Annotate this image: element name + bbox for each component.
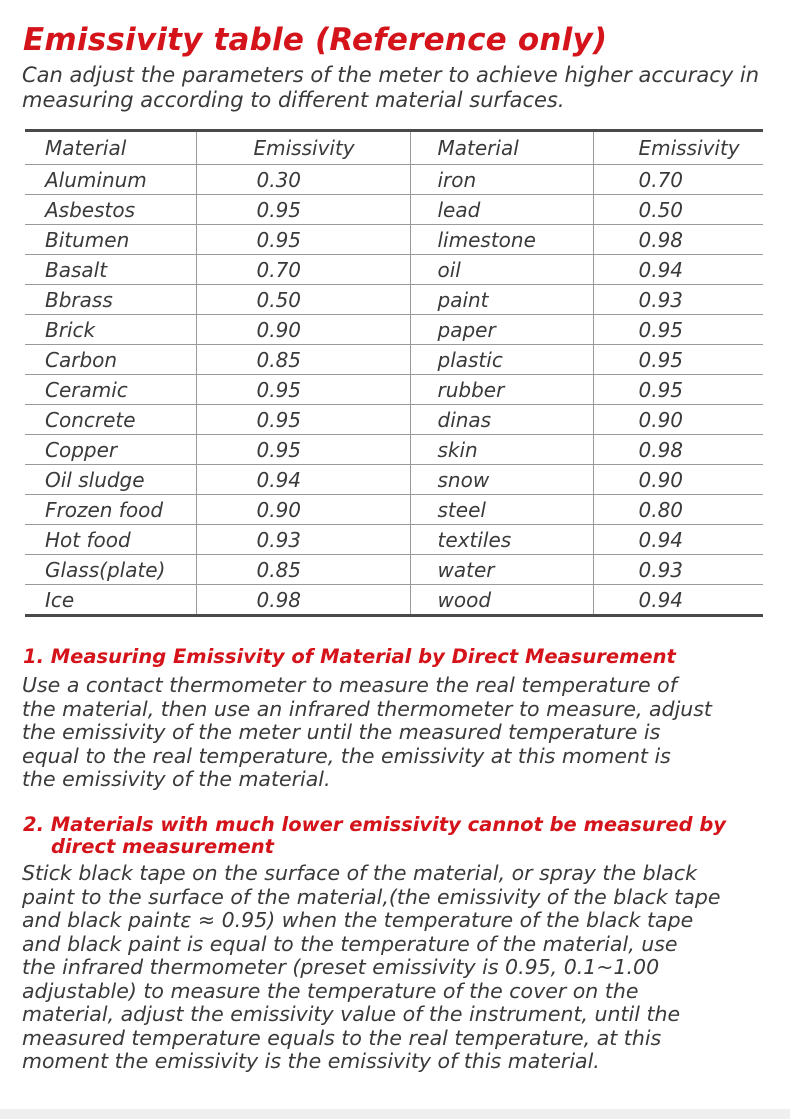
- section-1-body: [22, 674, 712, 792]
- table-row: [25, 555, 763, 585]
- header-material-2: Material: [410, 131, 593, 165]
- emissivity-table: [25, 129, 763, 617]
- page-title: Emissivity table (Reference only): [23, 22, 608, 58]
- cell-emissivity-1: 0.50: [196, 285, 410, 315]
- table-row: [25, 345, 763, 375]
- cell-emissivity-2: 0.94: [593, 585, 763, 616]
- cell-material-1: Asbestos: [25, 195, 196, 225]
- section-1-line: the emissivity of the material.: [22, 767, 331, 791]
- section-2-line: Stick black tape on the surface of the material, or spray the black: [22, 861, 697, 885]
- cell-emissivity-1: 0.95: [196, 225, 410, 255]
- section-2-line: moment the emissivity is the emissivity of this material.: [22, 1049, 600, 1073]
- cell-material-2: oil: [410, 255, 593, 285]
- table-row: [25, 225, 763, 255]
- cell-emissivity-2: 0.93: [593, 285, 763, 315]
- cell-emissivity-2: 0.98: [593, 435, 763, 465]
- cell-emissivity-2: 0.90: [593, 405, 763, 435]
- cell-emissivity-1: 0.90: [196, 495, 410, 525]
- cell-emissivity-1: 0.95: [196, 405, 410, 435]
- section-2-body: [22, 862, 720, 1074]
- section-2-line: adjustable) to measure the temperature of the cover on the: [22, 978, 639, 1003]
- section-2-line: material, adjust the emissivity value of the instrument, until the: [22, 1002, 681, 1026]
- cell-emissivity-1: 0.85: [196, 555, 410, 585]
- page-subtitle: Can adjust the parameters of the meter to achieve higher accuracy in measuring according to different material surfaces.: [22, 63, 760, 112]
- cell-material-2: textiles: [410, 525, 593, 555]
- cell-material-2: limestone: [410, 225, 593, 255]
- cell-emissivity-2: 0.95: [593, 315, 763, 345]
- cell-material-1: Ice: [25, 585, 196, 616]
- section-1-line: equal to the real temperature, the emissivity at this moment is: [22, 743, 671, 768]
- header-emissivity-2: Emissivity: [593, 131, 763, 165]
- cell-emissivity-1: 0.95: [196, 435, 410, 465]
- cell-emissivity-1: 0.70: [196, 255, 410, 285]
- cell-material-2: snow: [410, 465, 593, 495]
- cell-emissivity-2: 0.95: [593, 375, 763, 405]
- section-2-heading-line: direct measurement: [51, 835, 274, 858]
- section-2-line: paint to the surface of the material,(the emissivity of the black tape: [22, 884, 721, 909]
- cell-emissivity-1: 0.85: [196, 345, 410, 375]
- cell-emissivity-1: 0.30: [196, 165, 410, 195]
- cell-material-2: lead: [410, 195, 593, 225]
- cell-emissivity-2: 0.95: [593, 345, 763, 375]
- header-emissivity-1: Emissivity: [196, 131, 410, 165]
- section-1-heading: 1. Measuring Emissivity of Material by Direct Measurement: [23, 645, 676, 668]
- section-2-line: the infrared thermometer (preset emissivity is 0.95, 0.1~1.00: [22, 955, 660, 979]
- cell-material-1: Glass(plate): [25, 555, 196, 585]
- cell-emissivity-1: 0.93: [196, 525, 410, 555]
- cell-emissivity-2: 0.94: [593, 525, 763, 555]
- cell-material-1: Bbrass: [25, 285, 196, 315]
- cell-material-1: Bitumen: [25, 225, 196, 255]
- cell-material-1: Oil sludge: [25, 465, 196, 495]
- cell-material-2: dinas: [410, 405, 593, 435]
- section-2-line: and black paintε ≈ 0.95) when the temperature of the black tape: [22, 908, 694, 932]
- cell-material-2: plastic: [410, 345, 593, 375]
- cell-emissivity-1: 0.98: [196, 585, 410, 616]
- cell-material-1: Concrete: [25, 405, 196, 435]
- cell-material-2: water: [410, 555, 593, 585]
- table-row: [25, 315, 763, 345]
- cell-material-2: iron: [410, 165, 593, 195]
- cell-material-1: Frozen food: [25, 495, 196, 525]
- table-row: [25, 495, 763, 525]
- table-row: [25, 375, 763, 405]
- table-row: [25, 585, 763, 616]
- section-1-line: the material, then use an infrared thermometer to measure, adjust: [22, 696, 712, 721]
- footer-bar: [0, 1109, 790, 1119]
- table-row: [25, 165, 763, 195]
- table-header-row: [25, 131, 763, 165]
- cell-material-1: Ceramic: [25, 375, 196, 405]
- cell-material-2: paint: [410, 285, 593, 315]
- cell-emissivity-2: 0.98: [593, 225, 763, 255]
- section-1-line: the emissivity of the meter until the measured temperature is: [22, 720, 661, 744]
- cell-emissivity-2: 0.94: [593, 255, 763, 285]
- cell-material-1: Hot food: [25, 525, 196, 555]
- table-row: [25, 465, 763, 495]
- cell-emissivity-2: 0.70: [593, 165, 763, 195]
- cell-material-1: Copper: [25, 435, 196, 465]
- cell-emissivity-2: 0.93: [593, 555, 763, 585]
- cell-emissivity-1: 0.94: [196, 465, 410, 495]
- table-row: [25, 255, 763, 285]
- section-2-line: measured temperature equals to the real temperature, at this: [22, 1025, 662, 1050]
- cell-material-2: wood: [410, 585, 593, 616]
- section-2-line: and black paint is equal to the temperature of the material, use: [22, 931, 678, 956]
- cell-emissivity-2: 0.50: [593, 195, 763, 225]
- section-2-heading-line: 2. Materials with much lower emissivity cannot be measured by: [23, 813, 727, 836]
- section-2-heading: [23, 814, 773, 858]
- table-row: [25, 405, 763, 435]
- table-row: [25, 195, 763, 225]
- cell-emissivity-1: 0.95: [196, 195, 410, 225]
- cell-material-2: steel: [410, 495, 593, 525]
- cell-material-1: Carbon: [25, 345, 196, 375]
- section-1-line: Use a contact thermometer to measure the real temperature of: [22, 673, 677, 697]
- cell-emissivity-1: 0.95: [196, 375, 410, 405]
- cell-material-2: skin: [410, 435, 593, 465]
- cell-material-2: rubber: [410, 375, 593, 405]
- cell-emissivity-1: 0.90: [196, 315, 410, 345]
- cell-emissivity-2: 0.80: [593, 495, 763, 525]
- table-body: [25, 165, 763, 616]
- cell-material-1: Brick: [25, 315, 196, 345]
- cell-material-1: Basalt: [25, 255, 196, 285]
- table-row: [25, 435, 763, 465]
- table-row: [25, 525, 763, 555]
- cell-emissivity-2: 0.90: [593, 465, 763, 495]
- cell-material-1: Aluminum: [25, 165, 196, 195]
- table-row: [25, 285, 763, 315]
- cell-material-2: paper: [410, 315, 593, 345]
- header-material-1: Material: [25, 131, 196, 165]
